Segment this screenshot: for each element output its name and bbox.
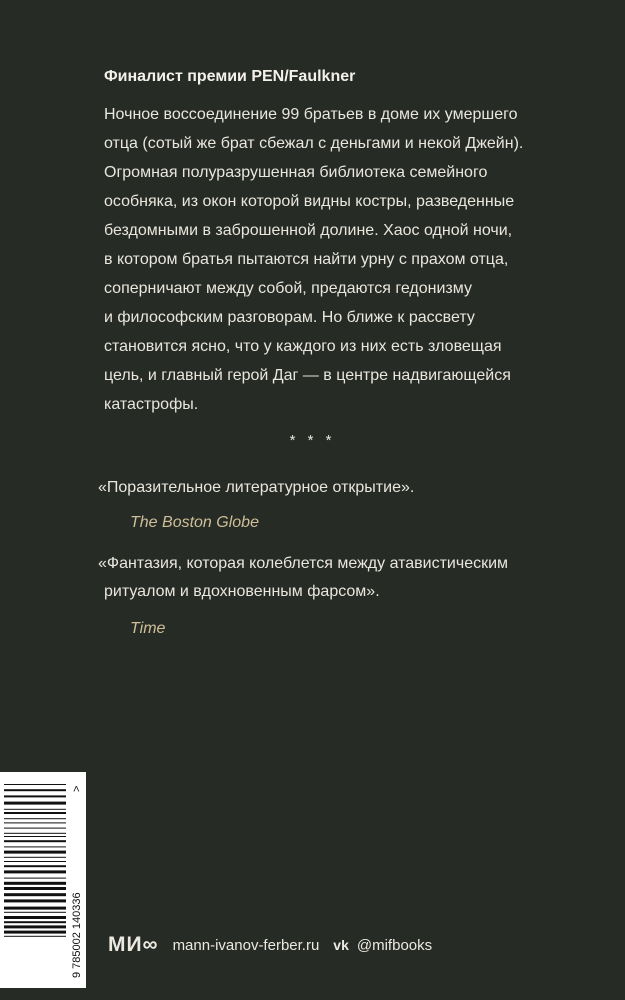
barcode-bar bbox=[4, 795, 66, 797]
barcode-bar bbox=[4, 936, 66, 937]
barcode-bar bbox=[4, 851, 66, 854]
barcode-bar bbox=[4, 840, 66, 842]
barcode-bar bbox=[4, 916, 66, 919]
barcode-bar bbox=[4, 833, 66, 834]
blurb-line: катастрофы. bbox=[104, 396, 199, 413]
heading: Финалист премии PEN/Faulkner bbox=[104, 68, 356, 85]
barcode-bar bbox=[4, 887, 66, 890]
barcode-digits-text: 9 785002 140336 bbox=[71, 892, 83, 978]
barcode-bar bbox=[4, 828, 66, 829]
publisher-footer bbox=[108, 933, 432, 957]
barcode-bar bbox=[4, 865, 66, 867]
barcode-bar bbox=[4, 784, 66, 785]
barcode-bar bbox=[4, 836, 66, 837]
blurb-line: Ночное воссоединение 99 братьев в доме их умершего bbox=[104, 106, 518, 123]
publisher-website[interactable]: mann-ivanov-ferber.ru bbox=[172, 936, 320, 954]
review-source: The Boston Globe bbox=[130, 514, 259, 531]
section-separator: * * * bbox=[289, 432, 336, 449]
blurb-line: бездомными в заброшенной долине. Хаос одной ночи, bbox=[104, 222, 513, 239]
vk-icon[interactable]: vk bbox=[333, 937, 349, 953]
barcode-bar bbox=[4, 857, 66, 858]
barcode-bar bbox=[4, 907, 66, 910]
barcode-bar bbox=[4, 812, 66, 814]
barcode-bars bbox=[0, 772, 86, 988]
blurb-line: и философским разговорам. Но ближе к рассвету bbox=[104, 309, 475, 326]
review-quote-line: «Поразительное литературное открытие». bbox=[98, 479, 415, 496]
blurb-line: Огромная полуразрушенная библиотека семейного bbox=[104, 164, 488, 181]
blurb-line: отца (сотый же брат сбежал с деньгами и некой Джейн). bbox=[104, 135, 524, 152]
barcode-bar bbox=[4, 818, 66, 819]
barcode-bar bbox=[4, 878, 66, 879]
blurb-line: цель, и главный герой Даг — в центре надвигающейся bbox=[104, 367, 511, 384]
barcode-bar bbox=[4, 822, 66, 823]
barcode-bar bbox=[4, 931, 66, 934]
blurb-line: становится ясно, что у каждого из них есть зловещая bbox=[104, 338, 502, 355]
blurb-line: особняка, из окон которой видны костры, разведенные bbox=[104, 193, 515, 210]
barcode-bar bbox=[4, 921, 66, 923]
barcode bbox=[0, 772, 86, 988]
barcode-bar bbox=[4, 802, 66, 805]
barcode-bar bbox=[4, 882, 66, 885]
barcode-bar bbox=[4, 846, 66, 847]
barcode-bar bbox=[4, 861, 66, 862]
review-quote-line: ритуалом и вдохновенным фарсом». bbox=[104, 583, 380, 600]
social-handle[interactable]: @mifbooks bbox=[356, 936, 433, 954]
blurb-line: в котором братья пытаются найти урну с прахом отца, bbox=[104, 251, 509, 268]
blurb bbox=[104, 100, 564, 419]
barcode-bar bbox=[4, 893, 66, 896]
barcode-arrow-text: > bbox=[71, 785, 83, 792]
barcode-bar bbox=[4, 912, 66, 913]
review-source: Time bbox=[130, 620, 166, 637]
barcode-bar bbox=[4, 809, 66, 810]
barcode-bar bbox=[4, 870, 66, 873]
publisher-logo: МИ∞ bbox=[108, 933, 159, 956]
barcode-bar bbox=[4, 789, 66, 791]
blurb-line: соперничают между собой, предаются гедонизму bbox=[104, 280, 472, 297]
review-quote-line: «Фантазия, которая колеблется между атавистическим bbox=[98, 555, 509, 572]
barcode-bar bbox=[4, 899, 66, 902]
barcode-bar bbox=[4, 925, 66, 928]
